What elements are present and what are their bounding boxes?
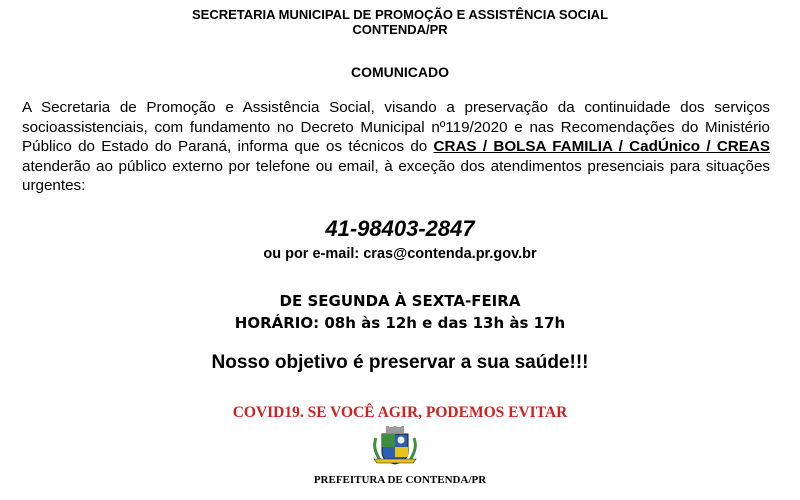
announcement-paragraph xyxy=(22,98,770,196)
schedule-days: DE SEGUNDA À SEXTA-FEIRA xyxy=(279,292,521,310)
header-line-city: CONTENDA/PR xyxy=(352,22,448,37)
phone-number: 41-98403-2847 xyxy=(325,216,475,241)
email-line: ou por e-mail: cras@contenda.pr.gov.br xyxy=(263,246,537,262)
goal-statement: Nosso objetivo é preservar a sua saúde!!! xyxy=(211,352,589,373)
document-title: COMUNICADO xyxy=(351,64,449,80)
municipal-coat-of-arms-icon xyxy=(370,426,420,466)
covid-slogan: COVID19. SE VOCÊ AGIR, PODEMOS EVITAR xyxy=(232,404,568,421)
footer-prefeitura: PREFEITURA DE CONTENDA/PR xyxy=(313,474,487,486)
header-line-secretaria: SECRETARIA MUNICIPAL DE PROMOÇÃO E ASSISTÊNCIA SOCIAL xyxy=(191,7,609,22)
paragraph-text-start: A Secretaria de Promoção e Assistência Social, visando a preservação da continuidade dos serviços socioassistenciais, com fundamento no Decreto Municipal nº119/2020 e nas Recomendações do Ministério Público do Estado do Paraná, informa que os técnicos do xyxy=(22,99,770,155)
services-highlight: CRAS / BOLSA FAMILIA / CadÚnico / CREAS xyxy=(433,138,771,155)
paragraph-text-end: atenderão ao público externo por telefone ou email, à exceção dos atendimentos presenciais para situações urgentes: xyxy=(22,157,770,194)
schedule-hours: HORÁRIO: 08h às 12h e das 13h às 17h xyxy=(234,314,566,332)
